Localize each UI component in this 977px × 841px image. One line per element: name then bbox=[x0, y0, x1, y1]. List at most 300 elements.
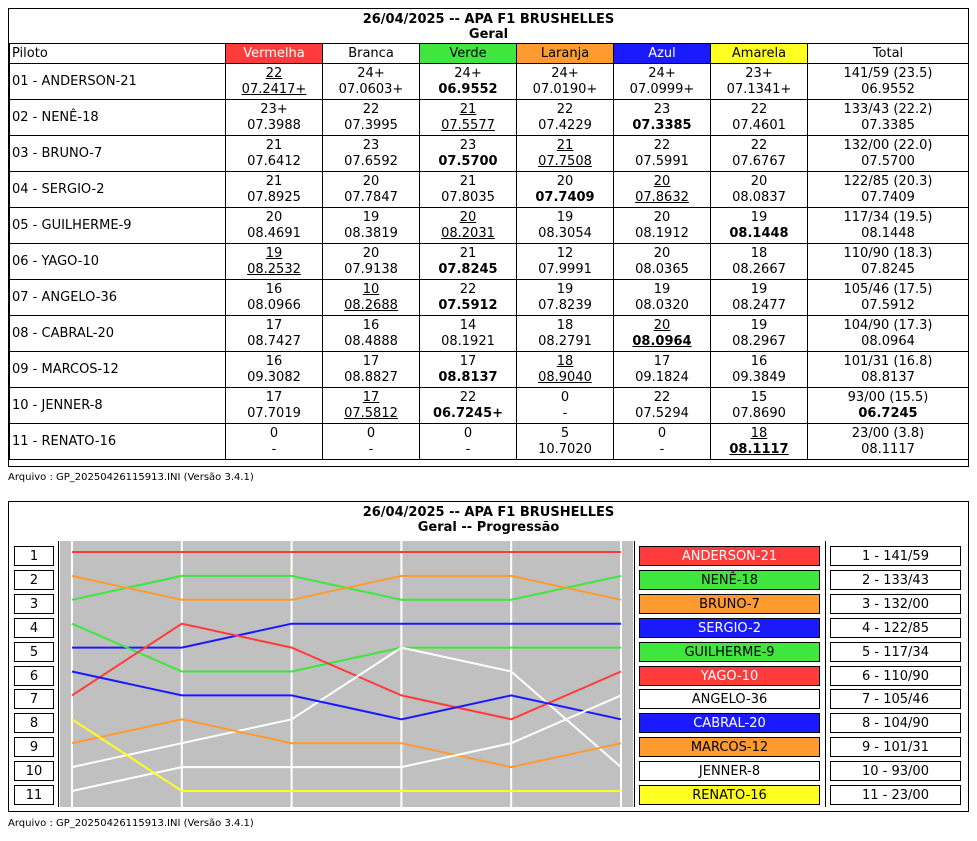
lap-cell bbox=[517, 388, 614, 424]
pilot-name: 10 - JENNER-8 bbox=[10, 388, 226, 424]
divider bbox=[825, 541, 826, 807]
cell-time: 08.2688 bbox=[344, 297, 398, 313]
lap-cell bbox=[420, 244, 517, 280]
cell-laps: 22 bbox=[750, 101, 768, 117]
legend-item: MARCOS-12 bbox=[639, 737, 820, 757]
lap-cell bbox=[420, 100, 517, 136]
cell-laps: 19 bbox=[556, 209, 574, 225]
lap-cell bbox=[226, 64, 323, 100]
lap-cell bbox=[711, 280, 808, 316]
cell-laps: 14 bbox=[459, 317, 477, 333]
legend-item: YAGO-10 bbox=[639, 666, 820, 686]
cell-laps: 20 bbox=[362, 173, 380, 189]
header-row bbox=[10, 44, 969, 64]
progression-chart bbox=[60, 541, 633, 807]
position-label: 2 bbox=[14, 570, 54, 590]
cell-laps: 104/90 (17.3) bbox=[843, 317, 933, 333]
cell-time: 08.4888 bbox=[344, 333, 398, 349]
cell-laps: 23+ bbox=[260, 101, 288, 117]
lap-cell bbox=[614, 388, 711, 424]
position-label: 3 bbox=[14, 594, 54, 614]
table-row bbox=[10, 424, 969, 460]
cell-time: 07.8239 bbox=[538, 297, 592, 313]
cell-laps: 24+ bbox=[357, 65, 385, 81]
cell-time: 07.5912 bbox=[438, 297, 498, 313]
cell-laps: 17 bbox=[653, 353, 671, 369]
cell-time: 07.5991 bbox=[635, 153, 689, 169]
cell-laps: 19 bbox=[750, 281, 768, 297]
cell-time: 07.8245 bbox=[438, 261, 498, 277]
lap-cell bbox=[517, 244, 614, 280]
lap-cell bbox=[614, 424, 711, 460]
cell-time: 07.4601 bbox=[732, 117, 786, 133]
cell-laps: 21 bbox=[459, 101, 477, 117]
results-subtitle: Geral bbox=[468, 27, 509, 42]
position-label: 9 bbox=[14, 737, 54, 757]
lap-cell bbox=[226, 424, 323, 460]
cell-laps: 19 bbox=[653, 281, 671, 297]
lap-cell bbox=[711, 424, 808, 460]
lap-cell bbox=[323, 424, 420, 460]
cell-laps: 133/43 (22.2) bbox=[843, 101, 933, 117]
cell-laps: 22 bbox=[556, 101, 574, 117]
cell-time: 07.0999+ bbox=[629, 81, 695, 97]
cell-time: 07.1341+ bbox=[726, 81, 792, 97]
cell-time: 07.7019 bbox=[247, 405, 301, 421]
table-row bbox=[10, 172, 969, 208]
cell-laps: 0 bbox=[366, 425, 376, 441]
cell-time: 07.5294 bbox=[635, 405, 689, 421]
lap-cell bbox=[517, 280, 614, 316]
cell-laps: 16 bbox=[362, 317, 380, 333]
cell-time: 07.9991 bbox=[538, 261, 592, 277]
cell-time: 07.6592 bbox=[344, 153, 398, 169]
table-row bbox=[10, 208, 969, 244]
cell-time: 08.8827 bbox=[344, 369, 398, 385]
legend-item: GUILHERME-9 bbox=[639, 642, 820, 662]
standing-item: 1 - 141/59 bbox=[830, 546, 961, 566]
table-row bbox=[10, 352, 969, 388]
lap-cell bbox=[614, 100, 711, 136]
lap-cell bbox=[614, 352, 711, 388]
cell-time: 10.7020 bbox=[538, 441, 592, 457]
lap-cell bbox=[323, 388, 420, 424]
cell-laps: 0 bbox=[657, 425, 667, 441]
cell-time: 07.7409 bbox=[861, 189, 915, 205]
total-cell bbox=[808, 352, 969, 388]
cell-laps: 19 bbox=[750, 209, 768, 225]
cell-laps: 21 bbox=[265, 137, 283, 153]
cell-time: 07.5577 bbox=[441, 117, 495, 133]
cell-laps: 20 bbox=[653, 245, 671, 261]
lap-cell bbox=[711, 244, 808, 280]
cell-laps: 23 bbox=[362, 137, 380, 153]
lap-cell bbox=[517, 208, 614, 244]
cell-laps: 22 bbox=[362, 101, 380, 117]
cell-laps: 0 bbox=[560, 389, 570, 405]
column-header: Branca bbox=[323, 44, 420, 64]
cell-time: 07.7847 bbox=[344, 189, 398, 205]
total-cell bbox=[808, 388, 969, 424]
cell-time: 07.8632 bbox=[635, 189, 689, 205]
cell-time: 08.1921 bbox=[441, 333, 495, 349]
column-header: Amarela bbox=[711, 44, 808, 64]
standing-item: 5 - 117/34 bbox=[830, 642, 961, 662]
total-cell bbox=[808, 424, 969, 460]
file-footer-bottom: Arquivo : GP_20250426115913.INI (Versão 3.4.1) bbox=[8, 818, 254, 829]
cell-laps: 0 bbox=[269, 425, 279, 441]
divider bbox=[58, 541, 59, 807]
lap-cell bbox=[711, 100, 808, 136]
position-label: 5 bbox=[14, 642, 54, 662]
cell-laps: 105/46 (17.5) bbox=[843, 281, 933, 297]
cell-time: 08.7427 bbox=[247, 333, 301, 349]
lap-cell bbox=[420, 424, 517, 460]
column-header: Laranja bbox=[517, 44, 614, 64]
lap-cell bbox=[517, 136, 614, 172]
standing-item: 8 - 104/90 bbox=[830, 713, 961, 733]
column-header: Verde bbox=[420, 44, 517, 64]
cell-time: 07.3988 bbox=[247, 117, 301, 133]
total-cell bbox=[808, 208, 969, 244]
cell-laps: 18 bbox=[750, 425, 768, 441]
lap-cell bbox=[420, 64, 517, 100]
cell-time: 07.8245 bbox=[861, 261, 915, 277]
legend-item: SERGIO-2 bbox=[639, 618, 820, 638]
cell-laps: 17 bbox=[265, 317, 283, 333]
pilot-name: 07 - ANGELO-36 bbox=[10, 280, 226, 316]
position-label: 4 bbox=[14, 618, 54, 638]
cell-laps: 93/00 (15.5) bbox=[847, 389, 929, 405]
cell-time: 06.7245+ bbox=[432, 405, 504, 421]
results-table bbox=[9, 43, 969, 460]
standing-item: 9 - 101/31 bbox=[830, 737, 961, 757]
pilot-name: 04 - SERGIO-2 bbox=[10, 172, 226, 208]
cell-time: 08.0966 bbox=[247, 297, 301, 313]
cell-laps: 101/31 (16.8) bbox=[843, 353, 933, 369]
cell-time: 08.2031 bbox=[441, 225, 495, 241]
cell-time: 08.8137 bbox=[438, 369, 498, 385]
cell-laps: 117/34 (19.5) bbox=[843, 209, 933, 225]
lap-cell bbox=[323, 64, 420, 100]
cell-time: 07.0603+ bbox=[338, 81, 404, 97]
cell-laps: 19 bbox=[750, 317, 768, 333]
lap-cell bbox=[517, 424, 614, 460]
standing-item: 2 - 133/43 bbox=[830, 570, 961, 590]
lap-cell bbox=[226, 244, 323, 280]
cell-time: 08.8137 bbox=[861, 369, 915, 385]
cell-laps: 19 bbox=[556, 281, 574, 297]
lap-cell bbox=[614, 136, 711, 172]
cell-time: 08.4691 bbox=[247, 225, 301, 241]
lap-cell bbox=[711, 388, 808, 424]
table-row bbox=[10, 64, 969, 100]
cell-laps: 17 bbox=[265, 389, 283, 405]
cell-laps: 132/00 (22.0) bbox=[843, 137, 933, 153]
cell-time: 07.5700 bbox=[438, 153, 498, 169]
lap-cell bbox=[420, 352, 517, 388]
standing-item: 10 - 93/00 bbox=[830, 761, 961, 781]
legend-item: NENÊ-18 bbox=[639, 570, 820, 590]
cell-laps: 21 bbox=[265, 173, 283, 189]
cell-laps: 22 bbox=[750, 137, 768, 153]
cell-time: 06.9552 bbox=[438, 81, 498, 97]
lap-cell bbox=[323, 352, 420, 388]
cell-laps: 16 bbox=[265, 353, 283, 369]
cell-laps: 18 bbox=[750, 245, 768, 261]
lap-cell bbox=[323, 136, 420, 172]
lap-cell bbox=[226, 136, 323, 172]
table-row bbox=[10, 100, 969, 136]
total-cell bbox=[808, 136, 969, 172]
pilot-name: 09 - MARCOS-12 bbox=[10, 352, 226, 388]
cell-laps: 17 bbox=[362, 353, 380, 369]
cell-time: 07.8925 bbox=[247, 189, 301, 205]
column-header: Total bbox=[808, 44, 969, 64]
cell-time: 07.3385 bbox=[632, 117, 692, 133]
cell-laps: 10 bbox=[362, 281, 380, 297]
pilot-name: 01 - ANDERSON-21 bbox=[10, 64, 226, 100]
cell-time: 08.1448 bbox=[729, 225, 789, 241]
lap-cell bbox=[614, 172, 711, 208]
lap-cell bbox=[711, 64, 808, 100]
pilot-name: 02 - NENÊ-18 bbox=[10, 100, 226, 136]
cell-time: 07.9138 bbox=[344, 261, 398, 277]
cell-time: 08.2967 bbox=[732, 333, 786, 349]
cell-laps: 20 bbox=[653, 209, 671, 225]
cell-laps: 20 bbox=[653, 317, 671, 333]
position-label: 1 bbox=[14, 546, 54, 566]
table-row bbox=[10, 388, 969, 424]
cell-laps: 22 bbox=[653, 137, 671, 153]
lap-cell bbox=[711, 208, 808, 244]
lap-cell bbox=[226, 208, 323, 244]
cell-time: 08.3819 bbox=[344, 225, 398, 241]
cell-time: 08.1117 bbox=[861, 441, 915, 457]
column-header: Vermelha bbox=[226, 44, 323, 64]
cell-laps: 17 bbox=[459, 353, 477, 369]
cell-time: 08.2667 bbox=[732, 261, 786, 277]
cell-time: 07.8690 bbox=[732, 405, 786, 421]
cell-time: 08.2477 bbox=[732, 297, 786, 313]
position-label: 10 bbox=[14, 761, 54, 781]
cell-time: 08.1117 bbox=[729, 441, 789, 457]
column-header: Azul bbox=[614, 44, 711, 64]
cell-time: 08.2791 bbox=[538, 333, 592, 349]
cell-time: 08.2532 bbox=[247, 261, 301, 277]
lap-cell bbox=[711, 136, 808, 172]
cell-laps: 20 bbox=[265, 209, 283, 225]
progression-subtitle: Geral -- Progressão bbox=[417, 520, 560, 535]
lap-cell bbox=[614, 208, 711, 244]
cell-time: 07.7409 bbox=[535, 189, 595, 205]
standing-item: 11 - 23/00 bbox=[830, 785, 961, 805]
cell-laps: 24+ bbox=[454, 65, 482, 81]
cell-time: 07.5700 bbox=[861, 153, 915, 169]
total-cell bbox=[808, 64, 969, 100]
cell-time: 07.3995 bbox=[344, 117, 398, 133]
cell-laps: 20 bbox=[653, 173, 671, 189]
lap-cell bbox=[614, 64, 711, 100]
cell-laps: 5 bbox=[560, 425, 570, 441]
legend-item: RENATO-16 bbox=[639, 785, 820, 805]
column-header: Piloto bbox=[10, 44, 226, 64]
cell-laps: 22 bbox=[653, 389, 671, 405]
position-label: 11 bbox=[14, 785, 54, 805]
cell-laps: 12 bbox=[556, 245, 574, 261]
cell-time: - bbox=[271, 441, 277, 457]
cell-laps: 23/00 (3.8) bbox=[851, 425, 925, 441]
lap-cell bbox=[226, 280, 323, 316]
progression-title: 26/04/2025 -- APA F1 BRUSHELLES bbox=[362, 505, 615, 520]
lap-cell bbox=[323, 316, 420, 352]
cell-laps: 24+ bbox=[551, 65, 579, 81]
total-cell bbox=[808, 280, 969, 316]
cell-laps: 22 bbox=[459, 389, 477, 405]
cell-time: - bbox=[368, 441, 374, 457]
cell-laps: 16 bbox=[750, 353, 768, 369]
standing-item: 4 - 122/85 bbox=[830, 618, 961, 638]
cell-laps: 19 bbox=[362, 209, 380, 225]
cell-time: 07.8035 bbox=[441, 189, 495, 205]
cell-time: 06.9552 bbox=[861, 81, 915, 97]
cell-laps: 23+ bbox=[745, 65, 773, 81]
lap-cell bbox=[226, 172, 323, 208]
total-cell bbox=[808, 100, 969, 136]
cell-time: 08.3054 bbox=[538, 225, 592, 241]
cell-time: 08.0964 bbox=[632, 333, 692, 349]
cell-laps: 18 bbox=[556, 353, 574, 369]
cell-laps: 22 bbox=[265, 65, 283, 81]
lap-cell bbox=[226, 316, 323, 352]
pilot-name: 11 - RENATO-16 bbox=[10, 424, 226, 460]
lap-cell bbox=[323, 208, 420, 244]
lap-cell bbox=[420, 136, 517, 172]
legend-item: JENNER-8 bbox=[639, 761, 820, 781]
lap-cell bbox=[323, 280, 420, 316]
cell-laps: 20 bbox=[750, 173, 768, 189]
cell-time: 09.1824 bbox=[635, 369, 689, 385]
lap-cell bbox=[420, 388, 517, 424]
cell-laps: 17 bbox=[362, 389, 380, 405]
lap-cell bbox=[517, 100, 614, 136]
lap-cell bbox=[614, 280, 711, 316]
cell-time: 06.7245 bbox=[858, 405, 918, 421]
legend-item: BRUNO-7 bbox=[639, 594, 820, 614]
cell-time: 07.7508 bbox=[538, 153, 592, 169]
position-label: 6 bbox=[14, 666, 54, 686]
file-footer-top: Arquivo : GP_20250426115913.INI (Versão 3.4.1) bbox=[8, 472, 254, 483]
cell-time: 07.0190+ bbox=[532, 81, 598, 97]
cell-time: 07.2417+ bbox=[241, 81, 307, 97]
cell-time: 08.0964 bbox=[861, 333, 915, 349]
results-panel bbox=[8, 8, 969, 467]
cell-laps: 15 bbox=[750, 389, 768, 405]
standing-item: 7 - 105/46 bbox=[830, 689, 961, 709]
legend-item: CABRAL-20 bbox=[639, 713, 820, 733]
lap-cell bbox=[517, 352, 614, 388]
cell-time: 07.3385 bbox=[861, 117, 915, 133]
lap-cell bbox=[517, 64, 614, 100]
cell-laps: 24+ bbox=[648, 65, 676, 81]
cell-laps: 20 bbox=[459, 209, 477, 225]
cell-laps: 141/59 (23.5) bbox=[843, 65, 933, 81]
position-label: 7 bbox=[14, 689, 54, 709]
cell-time: 09.3849 bbox=[732, 369, 786, 385]
cell-time: 07.5912 bbox=[861, 297, 915, 313]
divider bbox=[634, 541, 635, 807]
pilot-name: 06 - YAGO-10 bbox=[10, 244, 226, 280]
lap-cell bbox=[323, 100, 420, 136]
legend-item: ANDERSON-21 bbox=[639, 546, 820, 566]
cell-time: 08.1912 bbox=[635, 225, 689, 241]
cell-laps: 110/90 (18.3) bbox=[843, 245, 933, 261]
legend-item: ANGELO-36 bbox=[639, 689, 820, 709]
lap-cell bbox=[614, 244, 711, 280]
total-cell bbox=[808, 316, 969, 352]
cell-time: 07.6412 bbox=[247, 153, 301, 169]
lap-cell bbox=[323, 244, 420, 280]
cell-laps: 20 bbox=[362, 245, 380, 261]
lap-cell bbox=[323, 172, 420, 208]
cell-laps: 21 bbox=[459, 173, 477, 189]
cell-laps: 23 bbox=[459, 137, 477, 153]
cell-time: 07.5812 bbox=[344, 405, 398, 421]
lap-cell bbox=[711, 172, 808, 208]
cell-time: 07.4229 bbox=[538, 117, 592, 133]
total-cell bbox=[808, 172, 969, 208]
table-row bbox=[10, 136, 969, 172]
standing-item: 6 - 110/90 bbox=[830, 666, 961, 686]
cell-laps: 122/85 (20.3) bbox=[843, 173, 933, 189]
total-cell bbox=[808, 244, 969, 280]
cell-time: - bbox=[562, 405, 568, 421]
lap-cell bbox=[420, 280, 517, 316]
lap-cell bbox=[614, 316, 711, 352]
cell-laps: 0 bbox=[463, 425, 473, 441]
cell-laps: 21 bbox=[556, 137, 574, 153]
table-row bbox=[10, 244, 969, 280]
cell-time: 08.0365 bbox=[635, 261, 689, 277]
cell-time: - bbox=[659, 441, 665, 457]
results-title: 26/04/2025 -- APA F1 BRUSHELLES bbox=[362, 12, 615, 27]
pilot-name: 05 - GUILHERME-9 bbox=[10, 208, 226, 244]
lap-cell bbox=[517, 172, 614, 208]
lap-cell bbox=[711, 316, 808, 352]
cell-time: 08.0320 bbox=[635, 297, 689, 313]
cell-laps: 18 bbox=[556, 317, 574, 333]
pilot-name: 08 - CABRAL-20 bbox=[10, 316, 226, 352]
cell-laps: 22 bbox=[459, 281, 477, 297]
cell-laps: 16 bbox=[265, 281, 283, 297]
standing-item: 3 - 132/00 bbox=[830, 594, 961, 614]
cell-time: 08.9040 bbox=[538, 369, 592, 385]
lap-cell bbox=[226, 100, 323, 136]
lap-cell bbox=[517, 316, 614, 352]
cell-time: 08.1448 bbox=[861, 225, 915, 241]
table-row bbox=[10, 316, 969, 352]
cell-time: - bbox=[465, 441, 471, 457]
cell-laps: 19 bbox=[265, 245, 283, 261]
lap-cell bbox=[420, 172, 517, 208]
lap-cell bbox=[226, 352, 323, 388]
position-label: 8 bbox=[14, 713, 54, 733]
lap-cell bbox=[226, 388, 323, 424]
cell-time: 07.6767 bbox=[732, 153, 786, 169]
lap-cell bbox=[711, 352, 808, 388]
cell-laps: 23 bbox=[653, 101, 671, 117]
lap-cell bbox=[420, 208, 517, 244]
